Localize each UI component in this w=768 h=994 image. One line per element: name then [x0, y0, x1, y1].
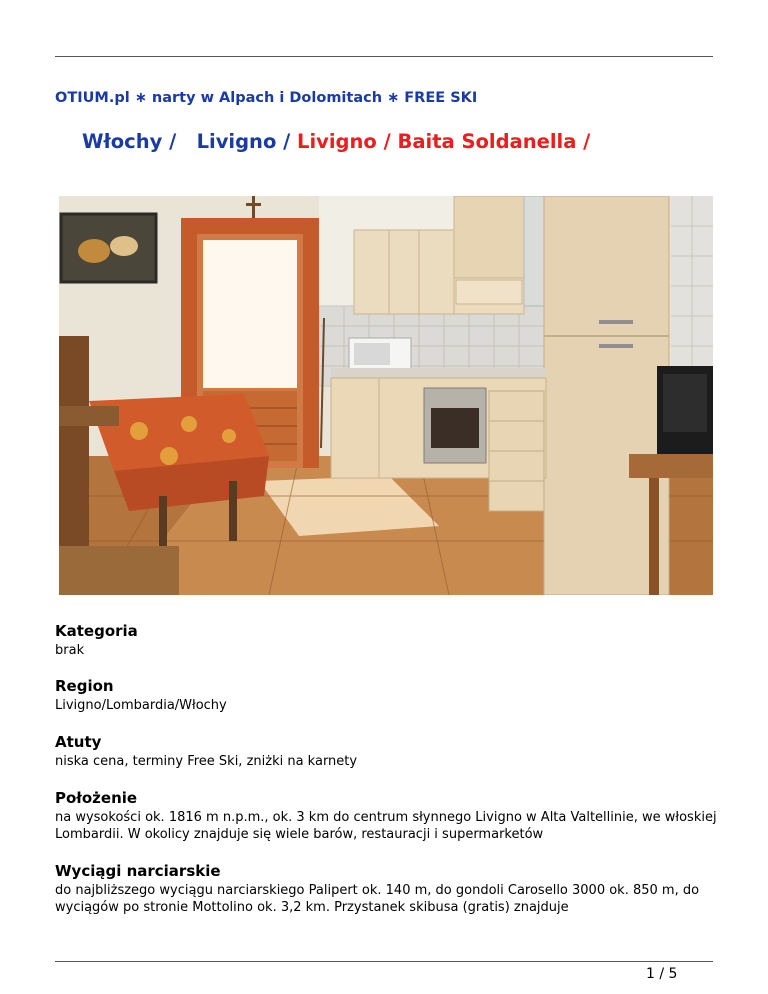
section-body: na wysokości ok. 1816 m n.p.m., ok. 3 km do centrum słynnego Livigno w Alta Valtellinie, we włoskiej Lombardii. W okolicy znajduje się wiele barów, restauracji i supermarketów — [55, 810, 717, 842]
section-polozenie — [55, 789, 725, 843]
section-body: do najbliższego wyciągu narciarskiego Palipert ok. 140 m, do gondoli Carosello 3000 ok. 850 m, do wyciągów po stronie Mottolino ok. 3,2 km. Przystanek skibusa (gratis) znajduje — [55, 883, 700, 915]
site-title[interactable]: OTIUM.pl ∗ narty w Alpach i Dolomitach ∗ FREE SKI — [55, 90, 478, 106]
bottom-rule — [55, 961, 713, 962]
breadcrumb-region[interactable]: Livigno / — [196, 130, 291, 153]
section-body: niska cena, terminy Free Ski, zniżki na karnety — [55, 754, 358, 769]
section-heading: Położenie — [55, 789, 138, 807]
section-heading: Region — [55, 677, 114, 695]
breadcrumb-country[interactable]: Włochy / — [82, 130, 177, 153]
section-heading: Atuty — [55, 733, 102, 751]
section-region — [55, 677, 725, 714]
section-heading: Kategoria — [55, 622, 138, 640]
section-atuty — [55, 733, 725, 770]
section-heading: Wyciągi narciarskie — [55, 862, 221, 880]
breadcrumb — [82, 130, 590, 153]
kitchen-photo — [59, 196, 713, 595]
breadcrumb-resort[interactable]: Livigno / — [297, 130, 391, 153]
section-kategoria — [55, 622, 725, 659]
section-body: Livigno/Lombardia/Włochy — [55, 698, 227, 713]
breadcrumb-property[interactable]: Baita Soldanella / — [397, 130, 591, 153]
top-rule — [55, 56, 713, 57]
page-number: 1 / 5 — [646, 966, 678, 982]
section-body: brak — [55, 643, 85, 658]
section-wyciagi — [55, 862, 725, 916]
